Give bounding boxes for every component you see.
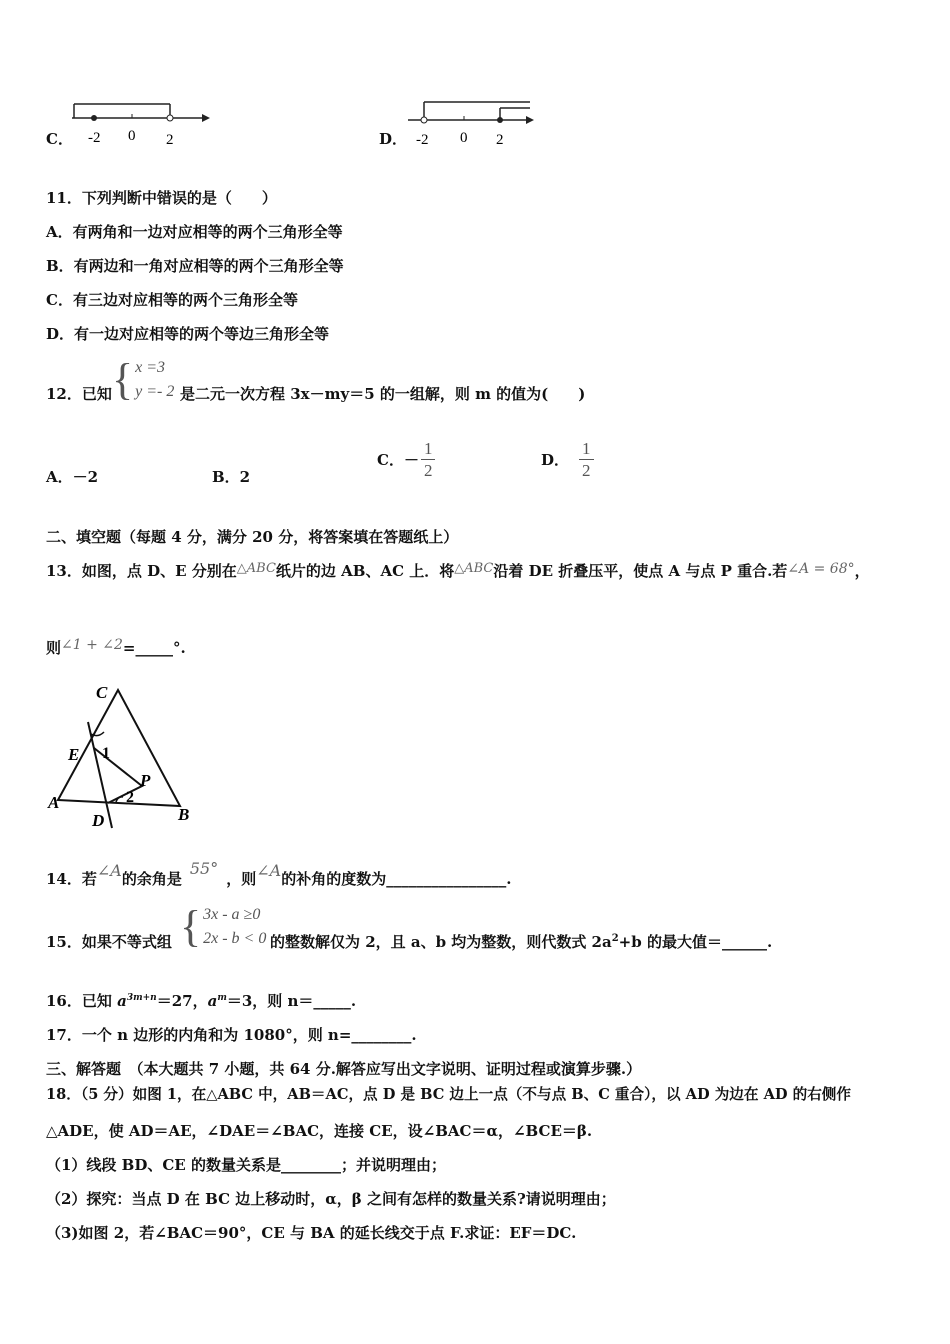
q14-text1: 14．若 [46,870,97,888]
q15-text3: +b 的最大值＝______. [618,933,773,951]
q12-prefix: 12．已知 [46,385,112,403]
q11-stem: 11．下列判断中错误的是（ ） [46,189,277,207]
fraction-numerator: 1 [579,440,594,460]
q13-line2 [46,637,186,658]
label-1: 1 [102,745,110,762]
q13-expression: ∠1 + ∠2 [61,637,123,653]
label-c: C [96,683,108,702]
q16-exponent2: m [217,993,227,1003]
q13-then: 则 [46,639,62,657]
q13-triangle2: △ABC [454,561,494,576]
label-p: P [140,771,151,790]
label-a: A [48,793,60,812]
q18-line1: 18．（5 分）如图 1，在△ABC 中，AB＝AC，点 D 是 BC 边上一点（不与点 B、C 重合），以 AD 为边在 AD 的右侧作 [46,1086,851,1103]
fraction-numerator: 1 [421,440,436,460]
q10-numberline-c [62,98,212,150]
q15-text1: 15．如果不等式组 [46,933,172,951]
q15-superscript: 2 [611,933,619,944]
q15-system [180,903,266,951]
q13-text2: 纸片的边 AB、AC 上．将 [275,562,455,580]
q18-line2: △ADE，使 AD＝AE，∠DAE＝∠BAC，连接 CE，设∠BAC＝α，∠BCE＝β. [46,1122,593,1140]
q16-text2: ＝27， [156,992,208,1010]
section3-title: 三、解答题 （本大题共 7 小题，共 64 分.解答应写出文字说明、证明过程或演算步骤.） [46,1060,642,1078]
open-point [167,115,173,121]
label-2: 2 [126,789,134,806]
angle-arc-1 [91,732,104,736]
q16-text1: 16．已知 [46,992,118,1010]
q12-system [112,356,174,404]
q13-text3: 沿着 DE 折叠压平，使点 A 与点 P 重合.若 [493,562,788,580]
fraction-denominator: 2 [423,461,433,480]
q13-line1 [46,560,870,581]
q15-line [270,931,772,952]
q13-text4: ， [854,562,870,580]
q13-text1: 13．如图，点 D、E 分别在 [46,562,237,580]
q16-exponent: 3m+n [126,993,157,1003]
q14-degree: 55° [189,859,219,878]
tick-label: 0 [460,130,468,146]
axis-arrow [526,116,534,124]
q12-option-d [541,440,594,479]
q16-base: a [117,992,127,1010]
q16-line [46,990,356,1011]
solid-point [91,115,97,121]
q18-sub1: （1）线段 BD、CE 的数量关系是________；并说明理由； [46,1156,446,1174]
q13-figure [44,682,204,832]
q17-text: 17．一个 n 边形的内角和为 1080°，则 n=________. [46,1026,417,1044]
q12-sys-line2: y =- 2 [135,383,175,400]
q13-triangle1: △ABC [236,561,276,576]
q18-sub3: （3)如图 2，若∠BAC＝90°，CE 与 BA 的延长线交于点 F.求证：EF＝DC. [46,1224,577,1242]
q12-fraction-d [579,440,594,479]
q14-text2: 的余角是 [121,870,182,888]
q13-angle: ∠A = 68° [787,561,855,577]
tick-label: 2 [496,132,504,148]
label-e: E [68,745,80,764]
q10-option-d-label: D． [379,130,408,148]
q12-option-a: A．－2 [46,468,99,486]
q14-text4: 的补角的度数为________________. [281,870,512,888]
brace-icon: { [112,355,134,404]
axis-arrow [202,114,210,122]
q12-sys-line1: x =3 [135,359,166,376]
q16-base2: a [207,992,218,1010]
open-point [421,117,427,123]
q13-blank: =_____°. [122,639,186,657]
q11-option-b: B．有两边和一角对应相等的两个三角形全等 [46,257,344,275]
label-d: D [92,811,105,830]
q11-option-c: C．有三边对应相等的两个三角形全等 [46,291,298,309]
tick-label: 2 [166,132,174,148]
q15-sys-line1: 3x - a ≥0 [203,906,261,923]
q12-option-b: B．2 [212,468,251,486]
q10-numberline-d [402,98,537,150]
tick-label: 0 [128,128,136,144]
tick-label: -2 [88,130,101,146]
tick-label: -2 [416,132,429,148]
q11-option-a: A．有两角和一边对应相等的两个三角形全等 [46,223,343,241]
q12-fraction-c [421,440,436,479]
q11-option-d: D．有一边对应相等的两个等边三角形全等 [46,325,330,343]
q14-text3: ，则 [226,870,257,888]
q16-text3: ＝3，则 n＝_____. [226,992,357,1010]
q12-option-d-label: D． [541,451,570,469]
q18-sub2: （2）探究：当点 D 在 BC 边上移动时，α，β 之间有怎样的数量关系?请说明理由； [46,1190,616,1208]
q14-angle-a: ∠A [96,861,122,880]
q12-option-c-label: C．－ [377,451,419,469]
q15-sys-line2: 2x - b < 0 [203,930,267,947]
q14-line [46,859,511,889]
q12-option-c [377,440,435,479]
q10-option-c-label: C． [46,130,73,148]
section2-title: 二、填空题（每题 4 分，满分 20 分，将答案填在答题纸上） [46,528,459,546]
label-b: B [178,805,190,824]
brace-icon: { [180,902,202,951]
solid-point [497,117,503,123]
q14-angle-a2: ∠A [256,861,282,880]
q12-middle: 是二元一次方程 3x－my＝5 的一组解，则 m 的值为( ) [180,385,586,403]
fraction-denominator: 2 [582,461,591,480]
q15-text2: 的整数解仅为 2，且 a、b 均为整数，则代数式 2a [270,933,612,951]
